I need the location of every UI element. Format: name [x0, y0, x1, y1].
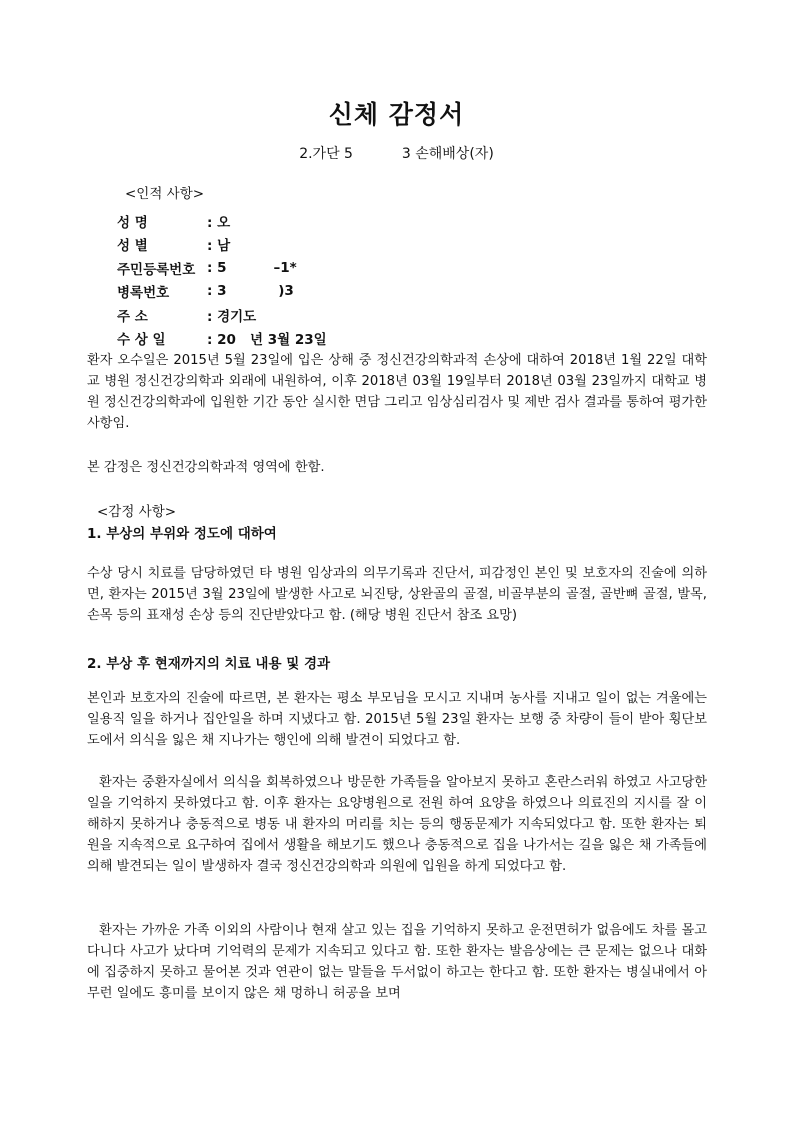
row-label: 수 상 일	[117, 332, 166, 349]
section-1-title: 1. 부상의 부위와 정도에 대하여	[87, 526, 277, 542]
intro-paragraph: 환자 오수일은 2015년 5월 23일에 입은 상해 중 정신건강의학과적 손상에 대하여 2018년 1월 22일 대학교 병원 정신건강의학과 외래에 내원하여, 이후 2018년 03월 19일부터 2018년 03월 23일까지 대학교 병원 정신건강의학과에 입원한 기간 동안 실시한 면담 그리고 임상심리검사 및 제반 검사 결과를 통하여 평가한 사항임.	[87, 353, 707, 431]
section-2-paragraph-2: 환자는 중환자실에서 의식을 회복하였으나 방문한 가족들을 알아보지 못하고 혼란스러워 하였고 사고당한 일을 기억하지 못하였다고 함. 이후 환자는 요양병원으로 전원 하여 요양을 하였으나 의료진의 지시를 잘 이해하지 못하거나 충동적으로 병동 내 환자의 머리를 치는 등의 행동문제가 지속되었다고 함. 또한 환자는 퇴원을 지속적으로 요구하여 집에서 생활을 해보기도 했으나 충동적으로 집을 나가서는 길을 잃은 채 가족들에 의해 발견되는 일이 발생하자 결국 정신건강의학과 의원에 입원을 하게 되었다고 함.	[87, 775, 707, 874]
section-1-text: 수상 당시 치료를 담당하였던 타 병원 임상과의 의무기록과 진단서, 피감정인 본인 및 보호자의 진술에 의하면, 환자는 2015년 3월 23일에 발생한 사고로 뇌진탕, 상완골의 골절, 비골부분의 골절, 골반뼈 골절, 발목, 손목 등의 표재성 손상 등의 진단받았다고 함. (해당 병원 진단서 참조 요망)	[87, 566, 707, 623]
row-label: 주민등록번호	[117, 261, 196, 278]
row-label: 주 소	[117, 308, 148, 325]
assessment-heading: <감정 사항>	[97, 504, 177, 520]
personal-row-record-number	[117, 280, 327, 304]
personal-row-id-number	[117, 256, 327, 280]
row-value: : 5 –1*	[207, 259, 297, 276]
section-2-paragraph-3: 환자는 가까운 가족 이외의 사람이나 현재 살고 있는 집을 기억하지 못하고 운전면허가 없음에도 차를 몰고 다니다 사고가 났다며 기억력의 문제가 지속되고 있다고 함. 또한 환자는 발음상에는 큰 문제는 없으나 대화에 집중하지 못하고 물어본 것과 연관이 없는 말들을 두서없이 하고는 한다고 함. 또한 환자는 병실내에서 아무런 일에도 흥미를 보이지 않은 채 멍하니 허공을 보며	[87, 923, 707, 1001]
section-2-title: 2. 부상 후 현재까지의 치료 내용 및 경과	[87, 656, 331, 672]
row-value: : 3 )3	[207, 283, 294, 300]
row-value: : 남	[207, 238, 231, 255]
personal-row-name	[117, 209, 327, 233]
section-2-paragraph-1: 본인과 보호자의 진술에 따르면, 본 환자는 평소 부모님을 모시고 지내며 농사를 지내고 일이 없는 겨울에는 일용직 일을 하거나 집안일을 하며 지냈다고 함. 2015년 5월 23일 환자는 보행 중 차량이 들이 받아 횡단보도에서 의식을 잃은 채 지나가는 행인에 의해 발견이 되었다고 함.	[87, 691, 707, 748]
scope-paragraph: 본 감정은 정신건강의학과적 영역에 한함.	[87, 460, 325, 475]
personal-row-sex	[117, 233, 327, 257]
row-label: 병록번호	[117, 285, 170, 302]
personal-info-section	[117, 182, 327, 350]
personal-info-heading: <인적 사항>	[125, 186, 205, 202]
row-value: : 경기도	[207, 308, 257, 325]
row-value: : 20 년 3월 23일	[207, 332, 327, 349]
document-title: 신체 감정서	[328, 100, 465, 129]
case-number-part2: 3 손해배상(자)	[401, 146, 494, 162]
personal-row-address	[117, 303, 327, 327]
case-number-part1: 2.가단 5	[299, 146, 353, 162]
row-label: 성 별	[117, 238, 148, 255]
case-number	[0, 143, 793, 163]
personal-row-injury-date	[117, 327, 327, 351]
row-value: : 오	[207, 214, 231, 231]
row-label: 성 명	[117, 214, 148, 231]
